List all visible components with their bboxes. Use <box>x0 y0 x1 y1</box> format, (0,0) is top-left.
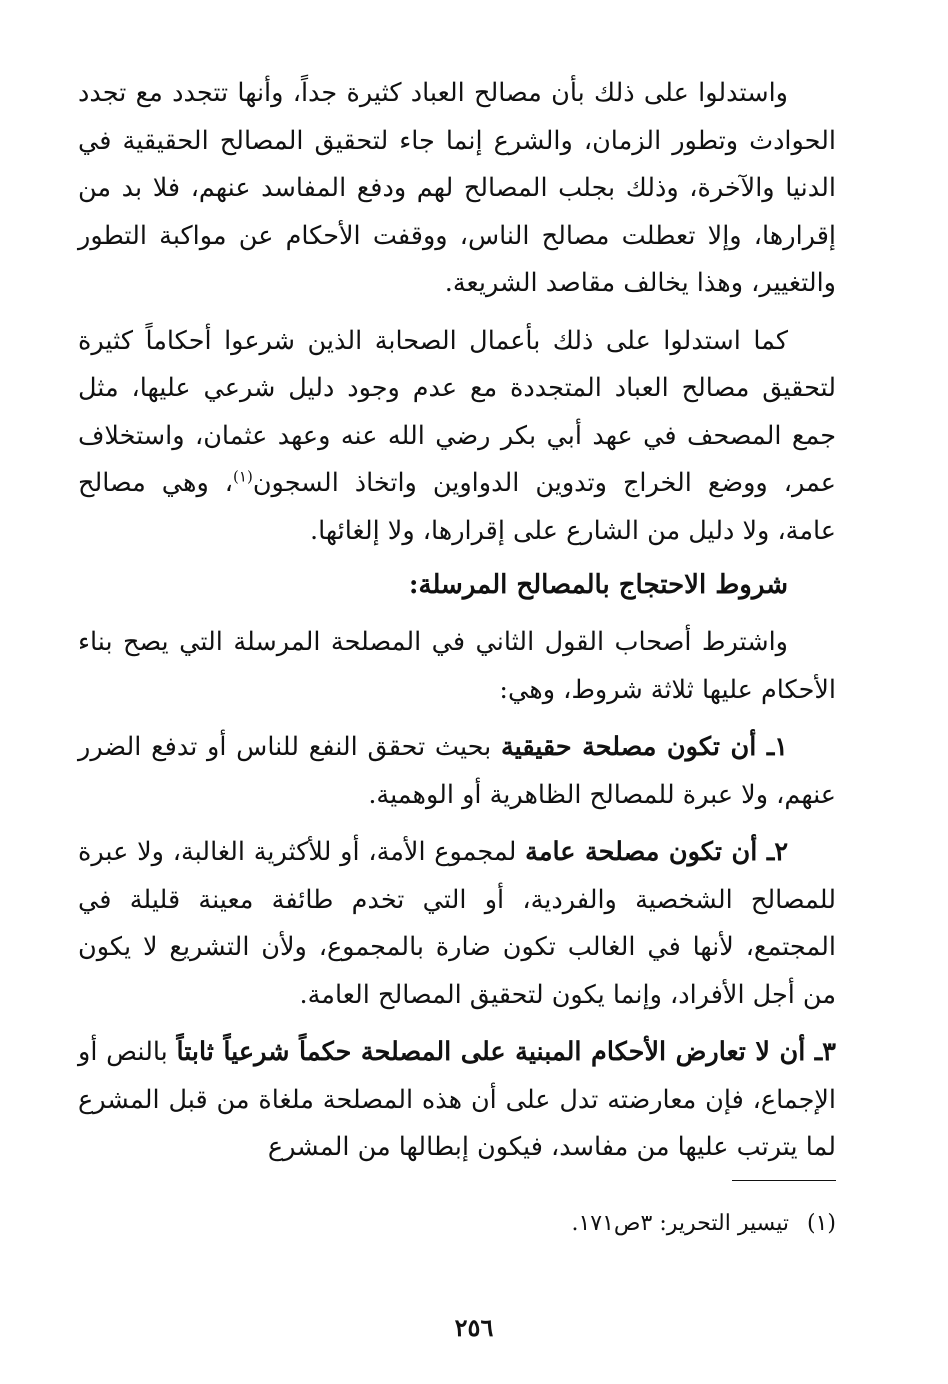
footnote-text: تيسير التحرير: ٣ص١٧١. <box>571 1211 789 1236</box>
footnote <box>571 1206 836 1242</box>
condition-3-text: بالنص أو الإجماع، فإن معارضته تدل على أن هذه المصلحة ملغاة من قبل المشرع لما يترتب عليها من مفاسد، فيكون إبطالها من المشرع <box>78 1037 836 1162</box>
paragraph-2 <box>78 318 836 556</box>
paragraph-1: واستدلوا على ذلك بأن مصالح العباد كثيرة جداً، وأنها تتجدد مع تجدد الحوادث وتطور الزمان، والشرع إنما جاء لتحقيق المصالح الحقيقية في الدنيا والآخرة، وذلك بجلب المصالح لهم ودفع المفاسد عنهم، فلا بد من إقرارها، وإلا تعطلت مصالح الناس، ووقفت الأحكام عن مواكبة التطور والتغيير، وهذا يخالف مقاصد الشريعة. <box>78 78 836 298</box>
page-number: ٢٥٦ <box>454 1313 494 1342</box>
condition-2-title: ٢ـ أن تكون مصلحة عامة <box>525 837 789 867</box>
condition-1-title: ١ـ أن تكون مصلحة حقيقية <box>500 732 788 762</box>
condition-3 <box>78 1029 836 1172</box>
condition-1 <box>78 724 836 819</box>
section-heading: شروط الاحتجاج بالمصالح المرسلة: <box>408 570 788 600</box>
footnote-divider <box>732 1180 836 1181</box>
footnote-number: (١) <box>806 1211 836 1236</box>
paragraph-2-text-b: ، وهي مصالح عامة، ولا دليل من الشارع على إقرارها، ولا إلغائها. <box>78 468 836 546</box>
paragraph-2-text-a: كما استدلوا على ذلك بأعمال الصحابة الذين شرعوا أحكاماً كثيرة لتحقيق مصالح العباد المتجددة مع عدم وجود دليل شرعي عليها، مثل جمع المصحف في عهد أبي بكر رضي الله عنه وعهد عثمان، واستخلاف عمر، ووضع الخراج وتدوين الدواوين واتخاذ السجون <box>78 325 836 498</box>
condition-3-title: ٣ـ أن لا تعارض الأحكام المبنية على المصلحة حكماً شرعياً ثابتاً <box>176 1037 836 1067</box>
condition-2-text: لمجموع الأمة، أو للأكثرية الغالبة، ولا عبرة للمصالح الشخصية والفردية، أو التي تخدم طائفة معينة قليلة في المجتمع، لأنها في الغالب تكون ضارة بالمجموع، ولأن التشريع لا يكون من أجل الأفراد، وإنما يكون لتحقيق المصالح العامة. <box>78 837 836 1010</box>
condition-2 <box>78 829 836 1019</box>
condition-1-text: بحيث تحقق النفع للناس أو تدفع الضرر عنهم، ولا عبرة للمصالح الظاهرية أو الوهمية. <box>78 732 836 810</box>
footnote-ref[interactable]: (١) <box>233 467 253 486</box>
paragraph-3: واشترط أصحاب القول الثاني في المصلحة المرسلة التي يصح بناء الأحكام عليها ثلاثة شروط، وهي: <box>78 627 836 705</box>
page-body <box>78 70 836 1172</box>
